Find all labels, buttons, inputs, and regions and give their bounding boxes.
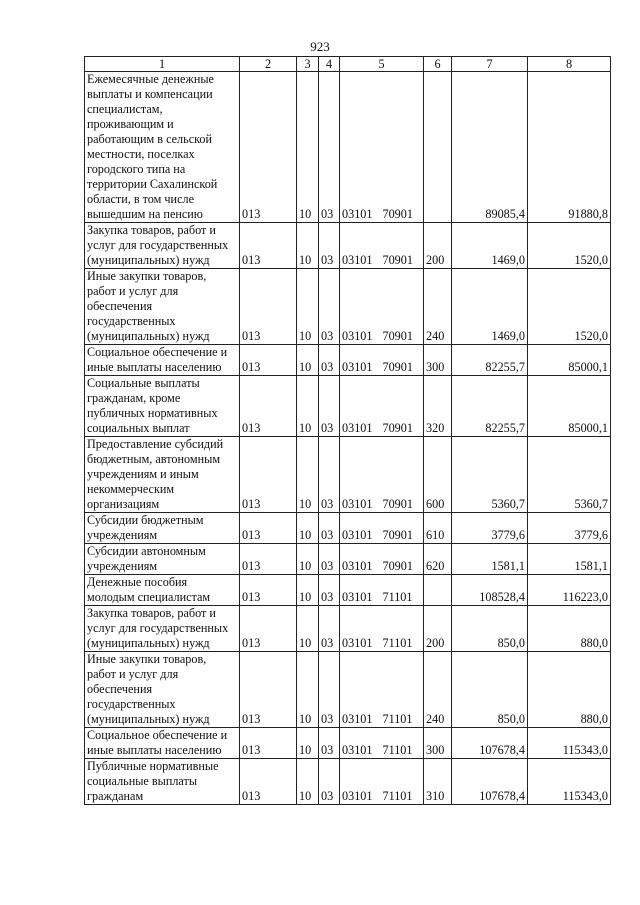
row-name-cell: Социальные выплаты гражданам, кроме публичных нормативных социальных выплат <box>85 376 240 437</box>
amount-year2-cell: 91880,8 <box>528 72 611 223</box>
expense-type-cell: 320 <box>424 376 452 437</box>
ministry-code-cell: 013 <box>240 728 297 759</box>
table-row <box>85 652 611 728</box>
expense-type-cell: 620 <box>424 544 452 575</box>
section-cell: 10 <box>297 759 319 805</box>
target-article-code: 03101 <box>342 497 373 511</box>
section-cell: 10 <box>297 606 319 652</box>
section-cell: 10 <box>297 223 319 269</box>
amount-year2-cell: 85000,1 <box>528 345 611 376</box>
target-article-subcode: 71101 <box>382 712 413 726</box>
row-name-cell: Иные закупки товаров, работ и услуг для обеспечения государственных (муниципальных) нужд <box>85 652 240 728</box>
target-article-cell <box>340 72 424 223</box>
row-name-cell: Предоставление субсидий бюджетным, автономным учреждениям и иным некоммерческим организациям <box>85 437 240 513</box>
section-cell: 10 <box>297 437 319 513</box>
header-cell: 3 <box>297 57 319 72</box>
subsection-cell: 03 <box>319 728 340 759</box>
amount-year1-cell: 3779,6 <box>452 513 528 544</box>
target-article-cell <box>340 652 424 728</box>
row-name-cell: Ежемесячные денежные выплаты и компенсации специалистам, проживающим и работающим в сельской местности, поселках городского типа на территории Сахалинской области, в том числе вышедшим на пенсию <box>85 72 240 223</box>
header-cell: 4 <box>319 57 340 72</box>
ministry-code-cell: 013 <box>240 544 297 575</box>
amount-year2-cell: 116223,0 <box>528 575 611 606</box>
table-row <box>85 513 611 544</box>
table-row <box>85 345 611 376</box>
ministry-code-cell: 013 <box>240 223 297 269</box>
header-cell: 7 <box>452 57 528 72</box>
target-article-code: 03101 <box>342 743 373 757</box>
amount-year1-cell: 5360,7 <box>452 437 528 513</box>
amount-year2-cell: 85000,1 <box>528 376 611 437</box>
row-name-cell: Денежные пособия молодым специалистам <box>85 575 240 606</box>
table-row <box>85 759 611 805</box>
amount-year2-cell: 1581,1 <box>528 544 611 575</box>
expense-type-cell <box>424 575 452 606</box>
target-article-cell <box>340 223 424 269</box>
subsection-cell: 03 <box>319 652 340 728</box>
header-cell: 8 <box>528 57 611 72</box>
amount-year1-cell: 1469,0 <box>452 269 528 345</box>
header-cell: 5 <box>340 57 424 72</box>
expense-type-cell: 310 <box>424 759 452 805</box>
header-cell: 6 <box>424 57 452 72</box>
amount-year2-cell: 1520,0 <box>528 269 611 345</box>
target-article-cell <box>340 575 424 606</box>
expense-type-cell: 600 <box>424 437 452 513</box>
section-cell: 10 <box>297 652 319 728</box>
table-row <box>85 544 611 575</box>
amount-year2-cell: 3779,6 <box>528 513 611 544</box>
target-article-cell <box>340 376 424 437</box>
expense-type-cell: 240 <box>424 269 452 345</box>
target-article-subcode: 70901 <box>382 421 413 435</box>
target-article-cell <box>340 606 424 652</box>
amount-year2-cell: 5360,7 <box>528 437 611 513</box>
row-name-cell: Субсидии бюджетным учреждениям <box>85 513 240 544</box>
amount-year1-cell: 82255,7 <box>452 376 528 437</box>
amount-year1-cell: 107678,4 <box>452 759 528 805</box>
amount-year1-cell: 1581,1 <box>452 544 528 575</box>
ministry-code-cell: 013 <box>240 376 297 437</box>
target-article-cell <box>340 759 424 805</box>
ministry-code-cell: 013 <box>240 72 297 223</box>
subsection-cell: 03 <box>319 345 340 376</box>
amount-year1-cell: 850,0 <box>452 652 528 728</box>
target-article-code: 03101 <box>342 360 373 374</box>
target-article-subcode: 71101 <box>382 789 413 803</box>
row-name-cell: Социальное обеспечение и иные выплаты населению <box>85 345 240 376</box>
subsection-cell: 03 <box>319 223 340 269</box>
subsection-cell: 03 <box>319 575 340 606</box>
section-cell: 10 <box>297 728 319 759</box>
section-cell: 10 <box>297 544 319 575</box>
expense-type-cell: 300 <box>424 728 452 759</box>
row-name-cell: Закупка товаров, работ и услуг для государственных (муниципальных) нужд <box>85 606 240 652</box>
amount-year1-cell: 82255,7 <box>452 345 528 376</box>
target-article-cell <box>340 513 424 544</box>
table-row <box>85 223 611 269</box>
target-article-cell <box>340 728 424 759</box>
amount-year1-cell: 850,0 <box>452 606 528 652</box>
expense-type-cell: 240 <box>424 652 452 728</box>
target-article-code: 03101 <box>342 528 373 542</box>
subsection-cell: 03 <box>319 759 340 805</box>
table-row <box>85 376 611 437</box>
section-cell: 10 <box>297 72 319 223</box>
row-name-cell: Социальное обеспечение и иные выплаты населению <box>85 728 240 759</box>
amount-year2-cell: 880,0 <box>528 606 611 652</box>
ministry-code-cell: 013 <box>240 269 297 345</box>
target-article-subcode: 71101 <box>382 743 413 757</box>
header-cell: 2 <box>240 57 297 72</box>
header-cell: 1 <box>85 57 240 72</box>
target-article-code: 03101 <box>342 207 373 221</box>
table-row <box>85 575 611 606</box>
ministry-code-cell: 013 <box>240 575 297 606</box>
amount-year2-cell: 115343,0 <box>528 728 611 759</box>
expense-type-cell <box>424 72 452 223</box>
table-row <box>85 269 611 345</box>
amount-year1-cell: 1469,0 <box>452 223 528 269</box>
target-article-code: 03101 <box>342 421 373 435</box>
ministry-code-cell: 013 <box>240 437 297 513</box>
subsection-cell: 03 <box>319 269 340 345</box>
subsection-cell: 03 <box>319 72 340 223</box>
row-name-cell: Иные закупки товаров, работ и услуг для обеспечения государственных (муниципальных) нужд <box>85 269 240 345</box>
section-cell: 10 <box>297 575 319 606</box>
target-article-subcode: 70901 <box>382 329 413 343</box>
table-row <box>85 72 611 223</box>
table-row <box>85 728 611 759</box>
table-row <box>85 437 611 513</box>
target-article-cell <box>340 345 424 376</box>
target-article-cell <box>340 544 424 575</box>
section-cell: 10 <box>297 269 319 345</box>
amount-year1-cell: 107678,4 <box>452 728 528 759</box>
target-article-subcode: 70901 <box>382 528 413 542</box>
target-article-subcode: 71101 <box>382 636 413 650</box>
table-row <box>85 606 611 652</box>
expense-type-cell: 610 <box>424 513 452 544</box>
section-cell: 10 <box>297 345 319 376</box>
page-number: 923 <box>310 39 330 54</box>
target-article-subcode: 70901 <box>382 253 413 267</box>
ministry-code-cell: 013 <box>240 345 297 376</box>
row-name-cell: Закупка товаров, работ и услуг для государственных (муниципальных) нужд <box>85 223 240 269</box>
subsection-cell: 03 <box>319 437 340 513</box>
target-article-subcode: 70901 <box>382 360 413 374</box>
section-cell: 10 <box>297 376 319 437</box>
target-article-code: 03101 <box>342 789 373 803</box>
amount-year2-cell: 880,0 <box>528 652 611 728</box>
target-article-code: 03101 <box>342 636 373 650</box>
target-article-subcode: 71101 <box>382 590 413 604</box>
subsection-cell: 03 <box>319 606 340 652</box>
amount-year2-cell: 1520,0 <box>528 223 611 269</box>
target-article-subcode: 70901 <box>382 207 413 221</box>
target-article-cell <box>340 269 424 345</box>
section-cell: 10 <box>297 513 319 544</box>
ministry-code-cell: 013 <box>240 652 297 728</box>
budget-table <box>84 56 611 805</box>
row-name-cell: Субсидии автономным учреждениям <box>85 544 240 575</box>
amount-year2-cell: 115343,0 <box>528 759 611 805</box>
subsection-cell: 03 <box>319 376 340 437</box>
expense-type-cell: 200 <box>424 606 452 652</box>
target-article-code: 03101 <box>342 329 373 343</box>
target-article-subcode: 70901 <box>382 497 413 511</box>
amount-year1-cell: 89085,4 <box>452 72 528 223</box>
target-article-code: 03101 <box>342 253 373 267</box>
ministry-code-cell: 013 <box>240 513 297 544</box>
expense-type-cell: 300 <box>424 345 452 376</box>
amount-year1-cell: 108528,4 <box>452 575 528 606</box>
target-article-cell <box>340 437 424 513</box>
ministry-code-cell: 013 <box>240 759 297 805</box>
subsection-cell: 03 <box>319 513 340 544</box>
target-article-code: 03101 <box>342 559 373 573</box>
target-article-subcode: 70901 <box>382 559 413 573</box>
target-article-code: 03101 <box>342 712 373 726</box>
header-row <box>85 57 611 72</box>
target-article-code: 03101 <box>342 590 373 604</box>
subsection-cell: 03 <box>319 544 340 575</box>
expense-type-cell: 200 <box>424 223 452 269</box>
ministry-code-cell: 013 <box>240 606 297 652</box>
row-name-cell: Публичные нормативные социальные выплаты гражданам <box>85 759 240 805</box>
